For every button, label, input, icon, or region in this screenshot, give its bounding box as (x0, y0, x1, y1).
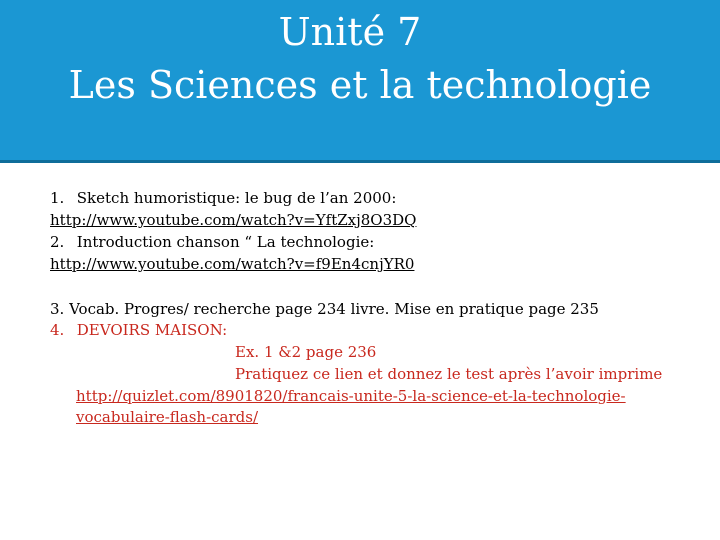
item-1-link-row (50, 210, 416, 232)
item-3-text: 3. Vocab. Progres/ recherche page 234 livre. Mise en pratique page 235 (50, 300, 599, 318)
item-2 (50, 232, 374, 254)
item-4-number: 4. (50, 321, 65, 339)
item-2-youtube-link[interactable]: http://www.youtube.com/watch?v=f9En4cnjYR0 (50, 255, 415, 273)
item-4-exercise (235, 342, 376, 364)
item-4-heading: DEVOIRS MAISON: (76, 321, 228, 339)
item-2-number: 2. (50, 233, 65, 251)
slide-title-topic: Les Sciences et la technologie (68, 63, 652, 107)
item-1-number: 1. (50, 189, 65, 207)
item-4-instruction-text: Pratiquez ce lien et donnez le test après l’avoir imprime (235, 365, 663, 383)
item-1 (50, 188, 396, 210)
slide-title-unit: Unité 7 (278, 10, 422, 54)
quizlet-link-line-2[interactable]: vocabulaire-flash-cards/ (76, 408, 259, 426)
item-4-link-row-1 (76, 386, 626, 408)
item-4-exercise-text: Ex. 1 &2 page 236 (235, 343, 377, 361)
item-1-youtube-link[interactable]: http://www.youtube.com/watch?v=YftZxj8O3DQ (50, 211, 417, 229)
item-2-text: Introduction chanson “ La technologie: (76, 233, 375, 251)
item-2-link-row (50, 254, 414, 276)
item-4-instruction (235, 364, 662, 386)
item-1-text: Sketch humoristique: le bug de l’an 2000: (76, 189, 397, 207)
item-4-link-row-2 (76, 407, 258, 429)
quizlet-link-line-1[interactable]: http://quizlet.com/8901820/francais-unite-5-la-science-et-la-technologie- (76, 387, 626, 405)
title-banner (0, 0, 720, 163)
item-3 (50, 299, 599, 321)
item-4 (50, 320, 227, 342)
